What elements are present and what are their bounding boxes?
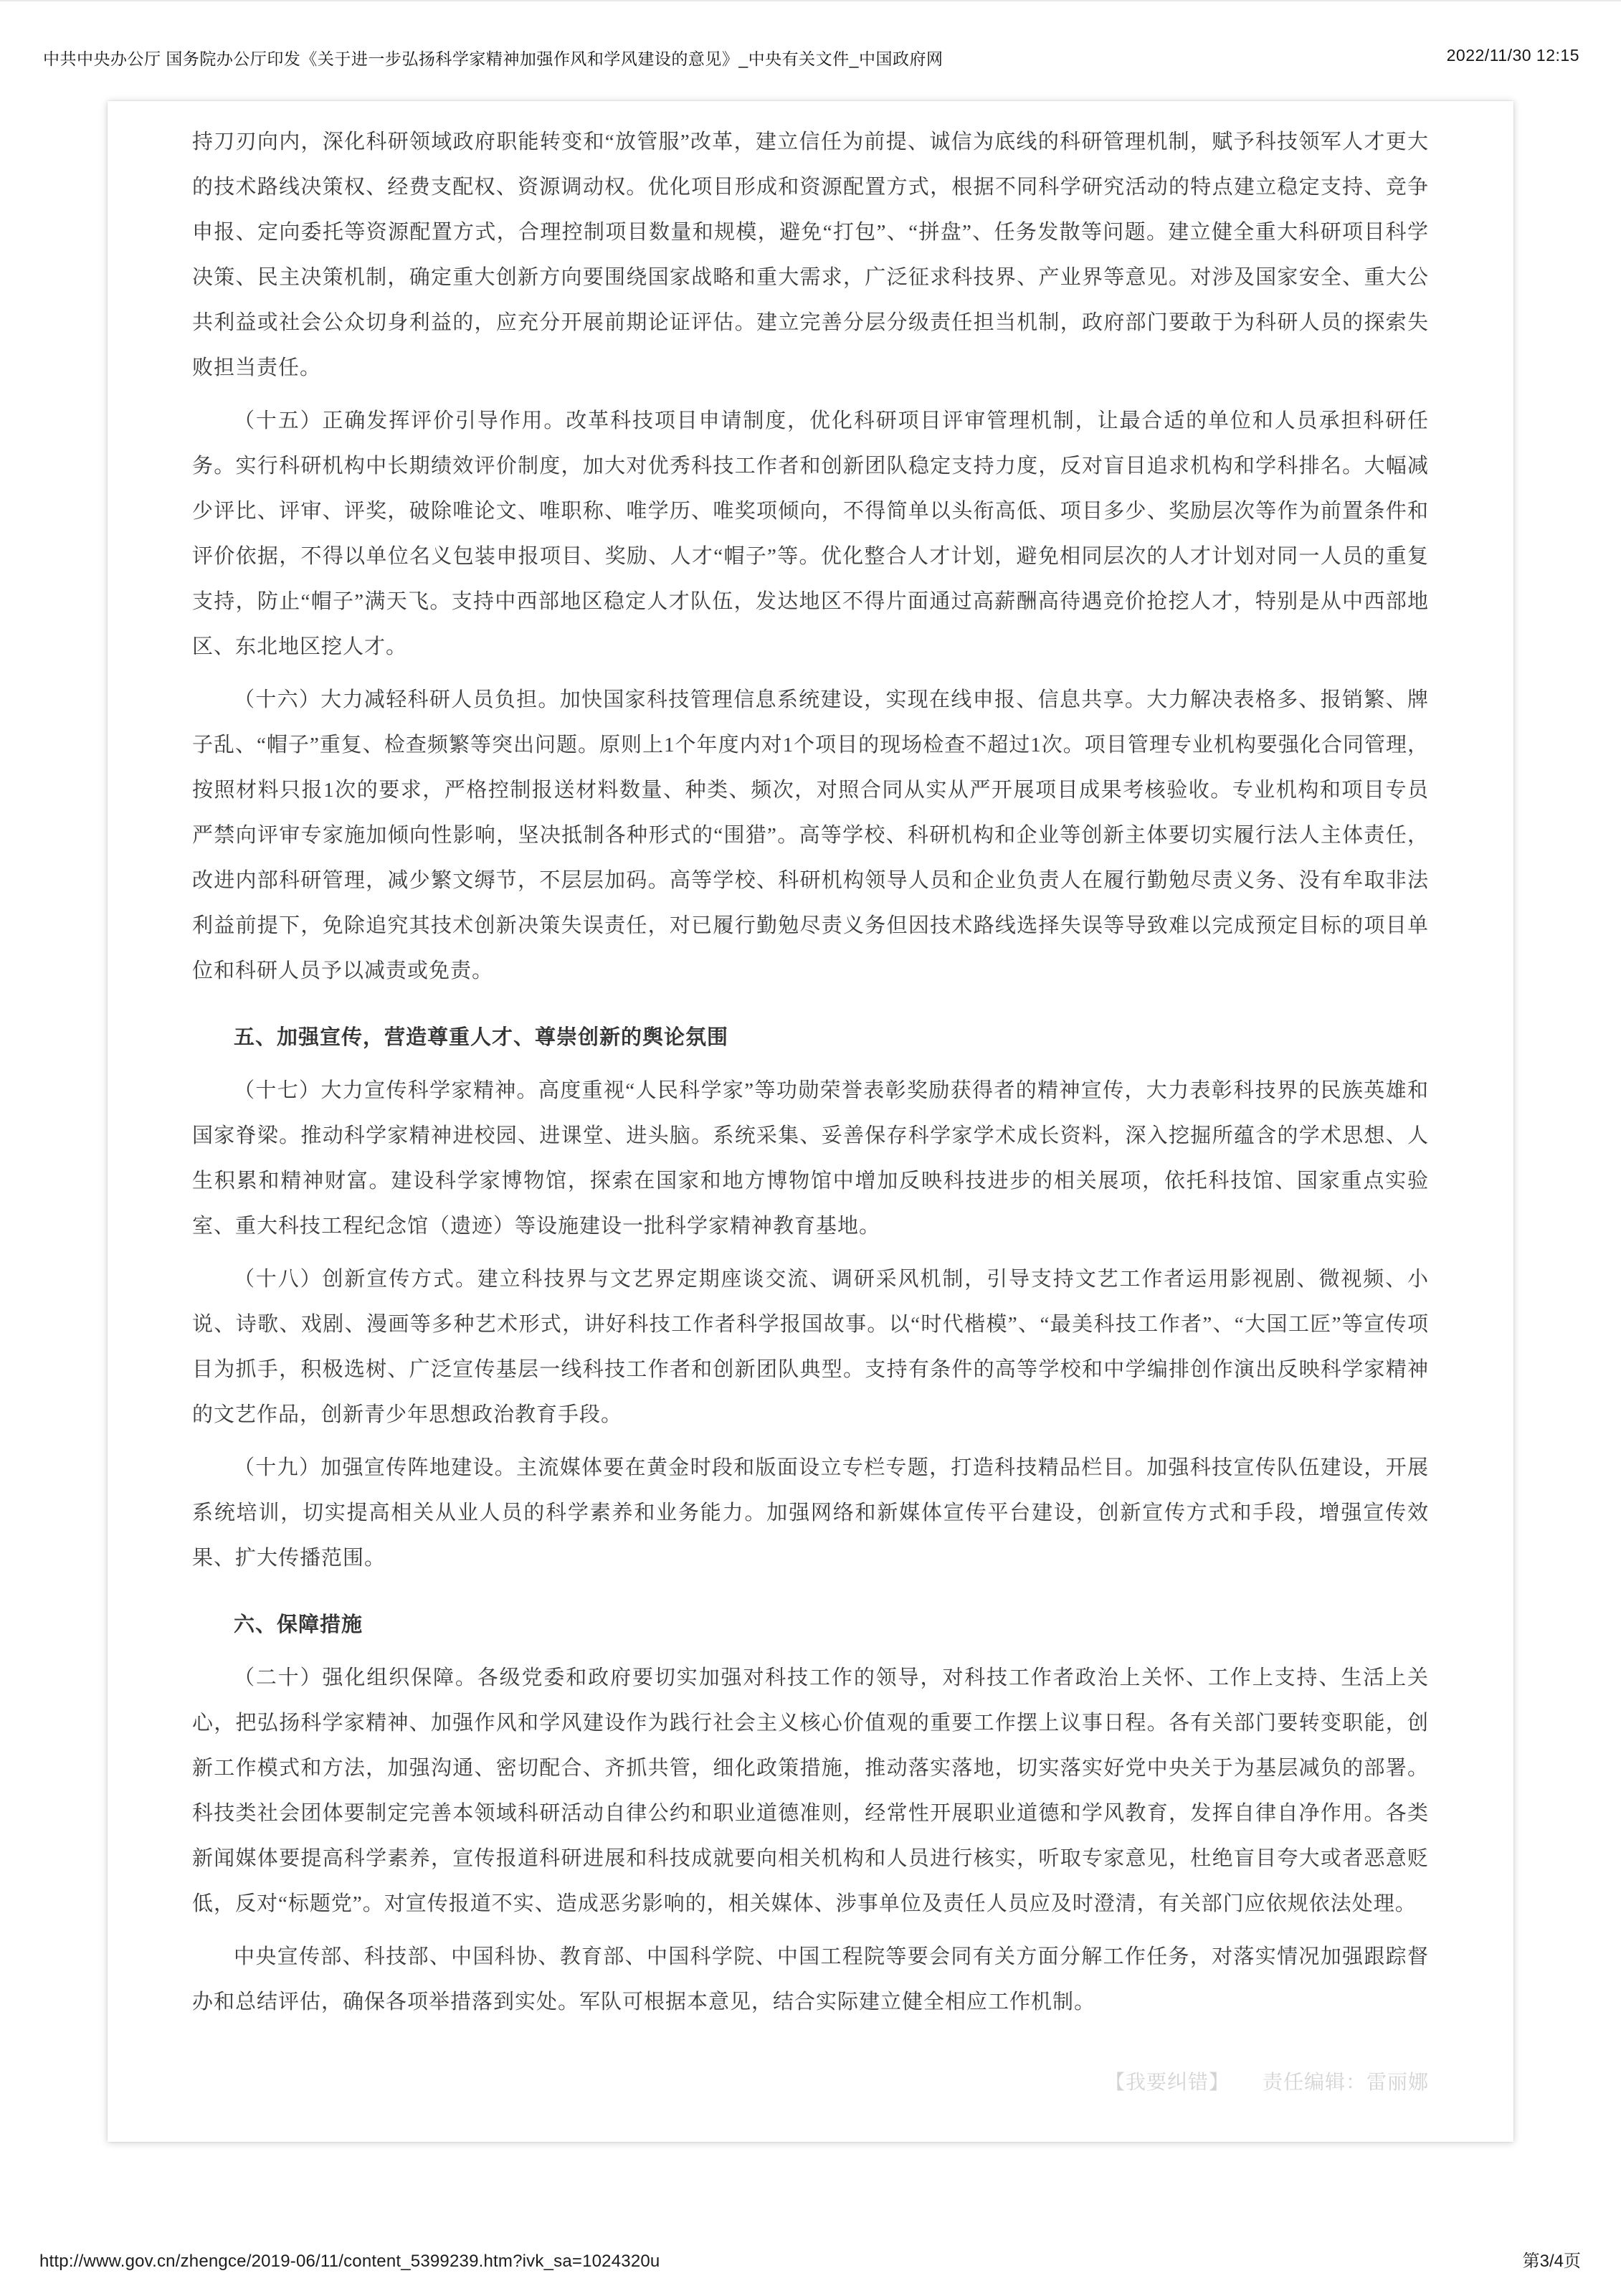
document-paragraph: （十六）大力减轻科研人员负担。加快国家科技管理信息系统建设，实现在线申报、信息共享。大力解决表格多、报销繁、牌子乱、“帽子”重复、检查频繁等突出问题。原则上1个年度内对1个项目的现场检查不超过1次。项目管理专业机构要强化合同管理，按照材料只报1次的要求，严格控制报送材料数量、种类、频次，对照合同从实从严开展项目成果考核验收。专业机构和项目专员严禁向评审专家施加倾向性影响，坚决抵制各种形式的“围猎”。高等学校、科研机构和企业等创新主体要切实履行法人主体责任，改进内部科研管理，减少繁文缛节，不层层加码。高等学校、科研机构领导人员和企业负责人在履行勤勉尽责义务、没有牟取非法利益前提下，免除追究其技术创新决策失误责任，对已履行勤勉尽责义务但因技术路线选择失误等导致难以完成预定目标的项目单位和科研人员予以减责或免责。 <box>192 688 1429 982</box>
document-paragraph: （十七）大力宣传科学家精神。高度重视“人民科学家”等功勋荣誉表彰奖励获得者的精神宣传，大力表彰科技界的民族英雄和国家脊梁。推动科学家精神进校园、进课堂、进头脑。系统采集、妥善保存科学家学术成长资料，深入挖掘所蕴含的学术思想、人生积累和精神财富。建设科学家博物馆，探索在国家和地方博物馆中增加反映科技进步的相关展项，依托科技馆、国家重点实验室、重大科技工程纪念馆（遗迹）等设施建设一批科学家精神教育基地。 <box>192 1079 1429 1238</box>
print-header-title: 中共中央办公厅 国务院办公厅印发《关于进一步弘扬科学家精神加强作风和学风建设的意见》_中央有关文件_中国政府网 <box>43 49 943 68</box>
document-paragraph: 持刀刃向内，深化科研领域政府职能转变和“放管服”改革，建立信任为前提、诚信为底线的科研管理机制，赋予科技领军人才更大的技术路线决策权、经费支配权、资源调动权。优化项目形成和资源配置方式，根据不同科学研究活动的特点建立稳定支持、竞争申报、定向委托等资源配置方式，合理控制项目数量和规模，避免“打包”、“拼盘”、任务发散等问题。建立健全重大科研项目科学决策、民主决策机制，确定重大创新方向要围绕国家战略和重大需求，广泛征求科技界、产业界等意见。对涉及国家安全、重大公共利益或社会公众切身利益的，应充分开展前期论证评估。建立完善分层分级责任担当机制，政府部门要敢于为科研人员的探索失败担当责任。 <box>192 131 1429 379</box>
document-paragraph: （十八）创新宣传方式。建立科技界与文艺界定期座谈交流、调研采风机制，引导支持文艺工作者运用影视剧、微视频、小说、诗歌、戏剧、漫画等多种艺术形式，讲好科技工作者科学报国故事。以“时代楷模”、“最美科技工作者”、“大国工匠”等宣传项目为抓手，积极选树、广泛宣传基层一线科技工作者和创新团队典型。支持有条件的高等学校和中学编排创作演出反映科学家精神的文艺作品，创新青少年思想政治教育手段。 <box>192 1268 1429 1426</box>
print-footer-page-indicator: 第3/4页 <box>1522 2252 1581 2271</box>
document-footer <box>192 2067 1429 2095</box>
responsible-editor-label: 责任编辑：雷丽娜 <box>1262 2071 1429 2093</box>
print-header <box>43 46 1579 70</box>
document-paragraph: 中央宣传部、科技部、中国科协、教育部、中国科学院、中国工程院等要会同有关方面分解工作任务，对落实情况加强跟踪督办和总结评估，确保各项举措落到实处。军队可根据本意见，结合实际建立健全相应工作机制。 <box>192 1945 1429 2013</box>
document-sheet <box>108 101 1513 2142</box>
section-heading: 六、保障措施 <box>234 1613 363 1636</box>
print-header-timestamp: 2022/11/30 12:15 <box>1446 46 1579 65</box>
document-paragraph: （十五）正确发挥评价引导作用。改革科技项目申请制度，优化科研项目评审管理机制，让最合适的单位和人员承担科研任务。实行科研机构中长期绩效评价制度，加大对优秀科技工作者和创新团队稳定支持力度，反对盲目追求机构和学科排名。大幅减少评比、评审、评奖，破除唯论文、唯职称、唯学历、唯奖项倾向，不得简单以头衔高低、项目多少、奖励层次等作为前置条件和评价依据，不得以单位名义包装申报项目、奖励、人才“帽子”等。优化整合人才计划，避免相同层次的人才计划对同一人员的重复支持，防止“帽子”满天飞。支持中西部地区稳定人才队伍，发达地区不得片面通过高薪酬高待遇竞价抢挖人才，特别是从中西部地区、东北地区挖人才。 <box>192 409 1429 658</box>
error-correction-label: 【我要纠错】 <box>1104 2071 1230 2093</box>
document-paragraph: （十九）加强宣传阵地建设。主流媒体要在黄金时段和版面设立专栏专题，打造科技精品栏目。加强科技宣传队伍建设，开展系统培训，切实提高相关从业人员的科学素养和业务能力。加强网络和新媒体宣传平台建设，创新宣传方式和手段，增强宣传效果、扩大传播范围。 <box>192 1456 1429 1570</box>
document-paragraph: （二十）强化组织保障。各级党委和政府要切实加强对科技工作的领导，对科技工作者政治上关怀、工作上支持、生活上关心，把弘扬科学家精神、加强作风和学风建设作为践行社会主义核心价值观的重要工作摆上议事日程。各有关部门要转变职能，创新工作模式和方法，加强沟通、密切配合、齐抓共管，细化政策措施，推动落实落地，切实落实好党中央关于为基层减负的部署。科技类社会团体要制定完善本领域科研活动自律公约和职业道德准则，经常性开展职业道德和学风教育，发挥自律自净作用。各类新闻媒体要提高科学素养，宣传报道科研进展和科技成就要向相关机构和人员进行核实，听取专家意见，杜绝盲目夸大或者恶意贬低，反对“标题党”。对宣传报道不实、造成恶劣影响的，相关媒体、涉事单位及责任人员应及时澄清，有关部门应依规依法处理。 <box>192 1666 1429 1915</box>
document-body <box>192 120 1429 2025</box>
section-heading: 五、加强宣传，营造尊重人才、尊崇创新的舆论氛围 <box>234 1026 729 1049</box>
print-footer-url: http://www.gov.cn/zhengce/2019-06/11/content_5399239.htm?ivk_sa=1024320u <box>39 2252 660 2271</box>
